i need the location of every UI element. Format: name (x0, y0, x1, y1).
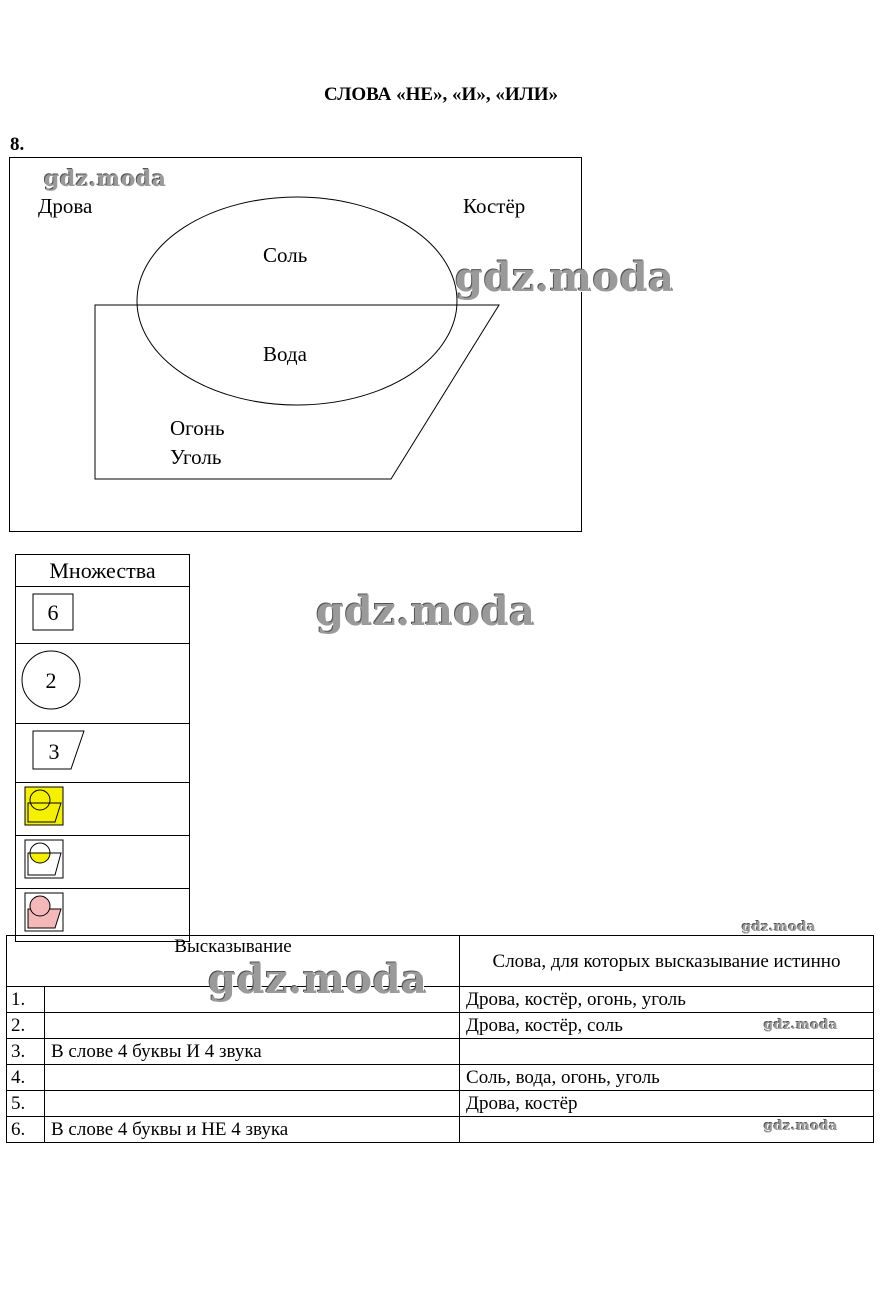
circle-icon (16, 644, 189, 717)
table-row (7, 987, 874, 1013)
watermark: gdz.moda (742, 920, 817, 935)
watermark: gdz.moda (764, 1018, 839, 1033)
sets-row (16, 587, 190, 644)
sets-row (16, 836, 190, 889)
statement-cell (45, 1065, 460, 1091)
statement-cell (45, 1091, 460, 1117)
trapezoid-icon (16, 724, 189, 776)
words-cell (460, 1039, 874, 1065)
word-outside-left: Дрова (38, 194, 93, 218)
task-number: 8. (10, 134, 25, 155)
word-intersection: Вода (263, 342, 307, 366)
words-column-header: Слова, для которых высказывание истинно (460, 936, 874, 987)
statement-cell: В слове 4 буквы И 4 звука (45, 1039, 460, 1065)
statements-table (6, 935, 874, 1143)
ellipse-shape (137, 197, 457, 405)
watermark: gdz.moda (764, 1119, 839, 1134)
row-number: 6. (7, 1117, 45, 1143)
set-label: 3 (48, 739, 60, 764)
page-title: СЛОВА «НЕ», «И», «ИЛИ» (323, 84, 559, 105)
word-shape-only-1: Огонь (170, 416, 225, 440)
sets-table (15, 554, 190, 942)
table-row (7, 1117, 874, 1143)
table-row (7, 1091, 874, 1117)
words-cell: Дрова, костёр, соль (460, 1013, 874, 1039)
sets-row (16, 889, 190, 942)
row-number: 4. (7, 1065, 45, 1091)
union-filled-icon (16, 783, 189, 829)
row-number: 2. (7, 1013, 45, 1039)
trapezoid-shape (95, 305, 499, 479)
statement-cell: В слове 4 буквы и НЕ 4 звука (45, 1117, 460, 1143)
words-cell: Дрова, костёр, огонь, уголь (460, 987, 874, 1013)
rectangle-icon (16, 587, 189, 637)
sets-row (16, 644, 190, 724)
venn-diagram (9, 157, 675, 532)
circle-only-filled-icon (16, 889, 189, 935)
sets-row (16, 724, 190, 783)
words-cell: Дрова, костёр (460, 1091, 874, 1117)
word-shape-only-2: Уголь (170, 445, 222, 469)
watermark: gdz.moda (316, 588, 536, 635)
statement-cell (45, 1013, 460, 1039)
table-row (7, 1013, 874, 1039)
table-row (7, 1065, 874, 1091)
watermark: gdz.moda (44, 166, 167, 192)
word-ellipse-only: Соль (263, 243, 308, 267)
sets-header: Множества (16, 555, 190, 587)
table-row (7, 1039, 874, 1065)
set-label: 2 (45, 668, 57, 693)
statement-column-header: Высказывание (7, 936, 460, 987)
words-cell: Соль, вода, огонь, уголь (460, 1065, 874, 1091)
row-number: 3. (7, 1039, 45, 1065)
word-outside-right: Костёр (463, 194, 526, 218)
watermark: gdz.moda (208, 956, 428, 1003)
intersection-filled-icon (16, 836, 189, 882)
set-label: 6 (47, 600, 59, 625)
row-number: 5. (7, 1091, 45, 1117)
row-number: 1. (7, 987, 45, 1013)
watermark: gdz.moda (455, 254, 675, 301)
sets-row (16, 783, 190, 836)
